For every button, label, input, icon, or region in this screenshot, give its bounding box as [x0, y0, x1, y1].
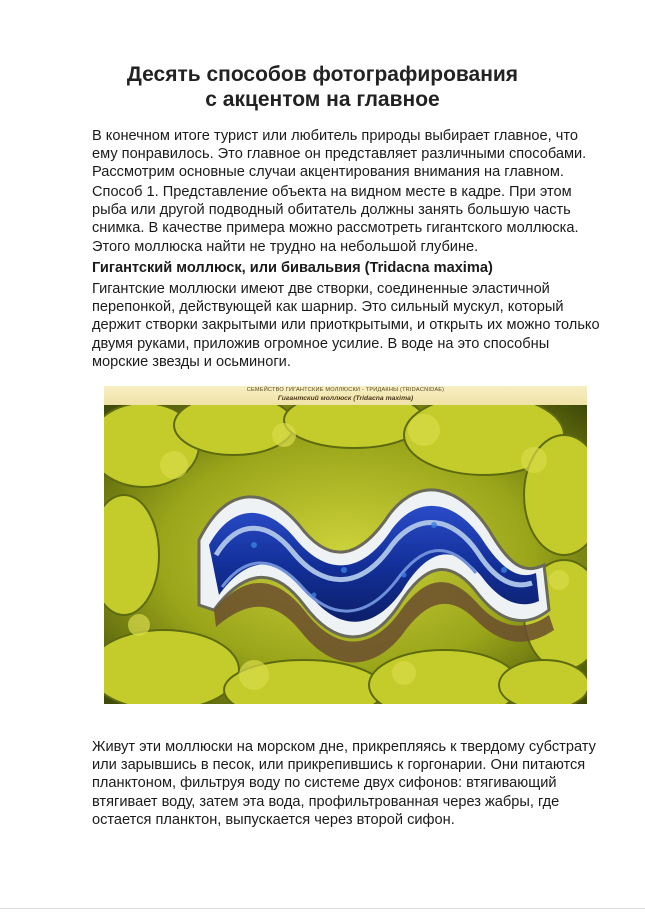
page-bottom-divider — [0, 908, 645, 909]
page-title — [0, 62, 645, 112]
figure-caption-family: СЕМЕЙСТВО ГИГАНТСКИЕ МОЛЛЮСКИ - ТРИДАКНЫ (TRIDACNIDAE) — [246, 387, 445, 393]
title-line-2: с акцентом на главное — [205, 88, 440, 111]
giant-clam-figure — [104, 386, 587, 704]
intro-paragraph: В конечном итоге турист или любитель природы выбирает главное, что ему понравилось. Это главное он представляет различными способами. Рассмотрим основные случаи акцентирования внимания на главном. — [92, 128, 587, 181]
figure-caption — [104, 386, 587, 405]
figure-caption-species: Гигантский моллюск (Tridacna maxima) — [277, 395, 414, 402]
clam-description-paragraph: Гигантские моллюски имеют две створки, соединенные эластичной перепонкой, действующей как шарнир. Это сильный мускул, который держит створки закрытыми или приоткрытыми, и открыть их можно только двумя руками, приложив огромное усилие. В воде на это способны морские звезды и осьминоги. — [92, 281, 600, 370]
habitat-paragraph: Живут эти моллюски на морском дне, прикрепляясь к твердому субстрату или зарывшись в песок, или прикрепившись к горгонарии. Они питаются планктоном, фильтруя воду по системе двух сифонов: втягивающий втягивает воду, затем эта вода, профильтрованная через жабры, где остается планктон, выпускается через второй сифон. — [92, 739, 596, 828]
giant-clam-photo — [104, 405, 587, 704]
title-line-1: Десять способов фотографирования — [126, 63, 519, 86]
section-subheading: Гигантский моллюск, или бивальвия (Tridacna maxima) — [92, 260, 493, 276]
method-1-paragraph: Способ 1. Представление объекта на видном месте в кадре. При этом рыба или другой подводный обитатель должны занять большую часть снимка. В качестве примера можно рассмотреть гигантского моллюска. Этого моллюска найти не трудно на небольшой глубине. — [92, 184, 579, 255]
